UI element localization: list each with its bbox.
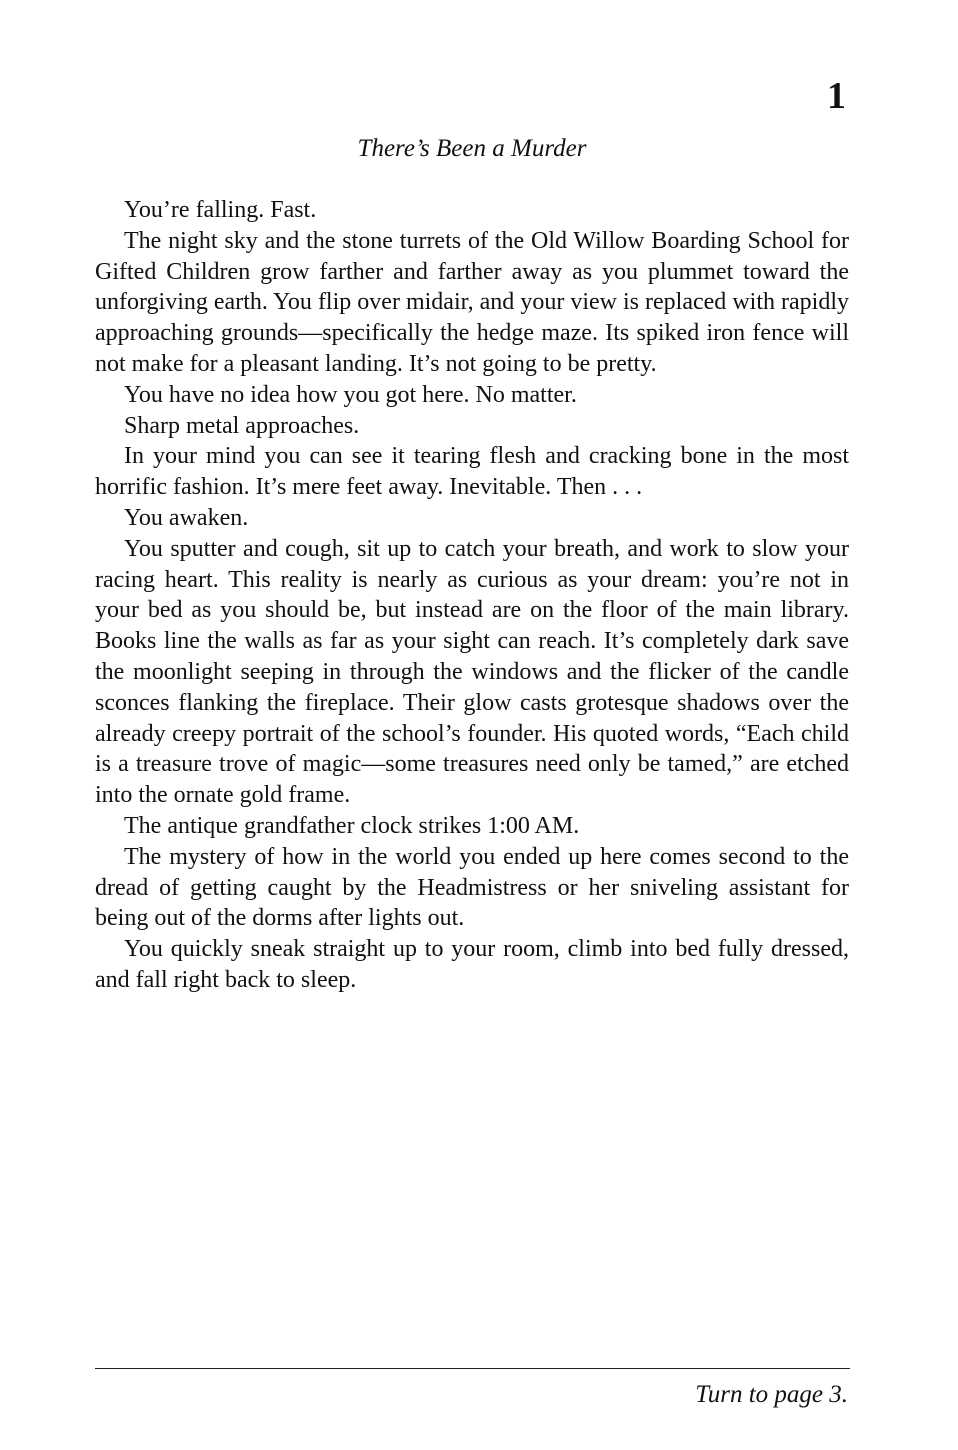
chapter-title: There’s Been a Murder [357,135,587,162]
paragraph: You quickly sneak straight up to your room, climb into bed fully dressed, and fall right back to sleep. [95,936,849,993]
paragraph: Sharp metal approaches. [124,412,360,439]
paragraph: You sputter and cough, sit up to catch your breath, and work to slow your racing heart. This reality is nearly as curious as your dream: you’re not in your bed as you should be, but instead are on the floor of the main library. Books line the walls as far as your sight can reach. It’s completely dark save the moonlight seeping in through the windows and the flicker of the candle sconces flanking the fireplace. Their glow casts grotesque shadows over the already creepy portrait of the school’s founder. His quoted words, “Each child is a treasure trove of magic—some treasures need only be tamed,” are etched into the ornate gold frame. [95,535,849,809]
paragraph: You have no idea how you got here. No matter. [124,381,577,408]
paragraph: You’re falling. Fast. [124,197,317,223]
paragraph: The antique grandfather clock strikes 1:00 AM. [124,812,580,839]
footer-divider [95,1368,850,1369]
entry-number: 1 [827,75,846,117]
paragraph: You awaken. [124,504,249,531]
paragraph: The mystery of how in the world you ended up here comes second to the dread of getting caught by the Headmistress or her sniveling assistant for being out of the dorms after lights out. [95,843,849,932]
turn-to-page-link[interactable]: Turn to page 3. [695,1381,848,1408]
paragraph: In your mind you can see it tearing flesh and cracking bone in the most horrific fashion. It’s mere feet away. Inevitable. Then . . . [95,443,849,501]
paragraph: The night sky and the stone turrets of the Old Willow Boarding School for Gifted Children grow farther and farther away as you plummet toward the unforgiving earth. You flip over midair, and your view is replaced with rapidly approaching grounds—specifically the hedge maze. Its spiked iron fence will not make for a pleasant landing. It’s not going to be pretty. [95,227,849,377]
story-body [95,195,849,996]
